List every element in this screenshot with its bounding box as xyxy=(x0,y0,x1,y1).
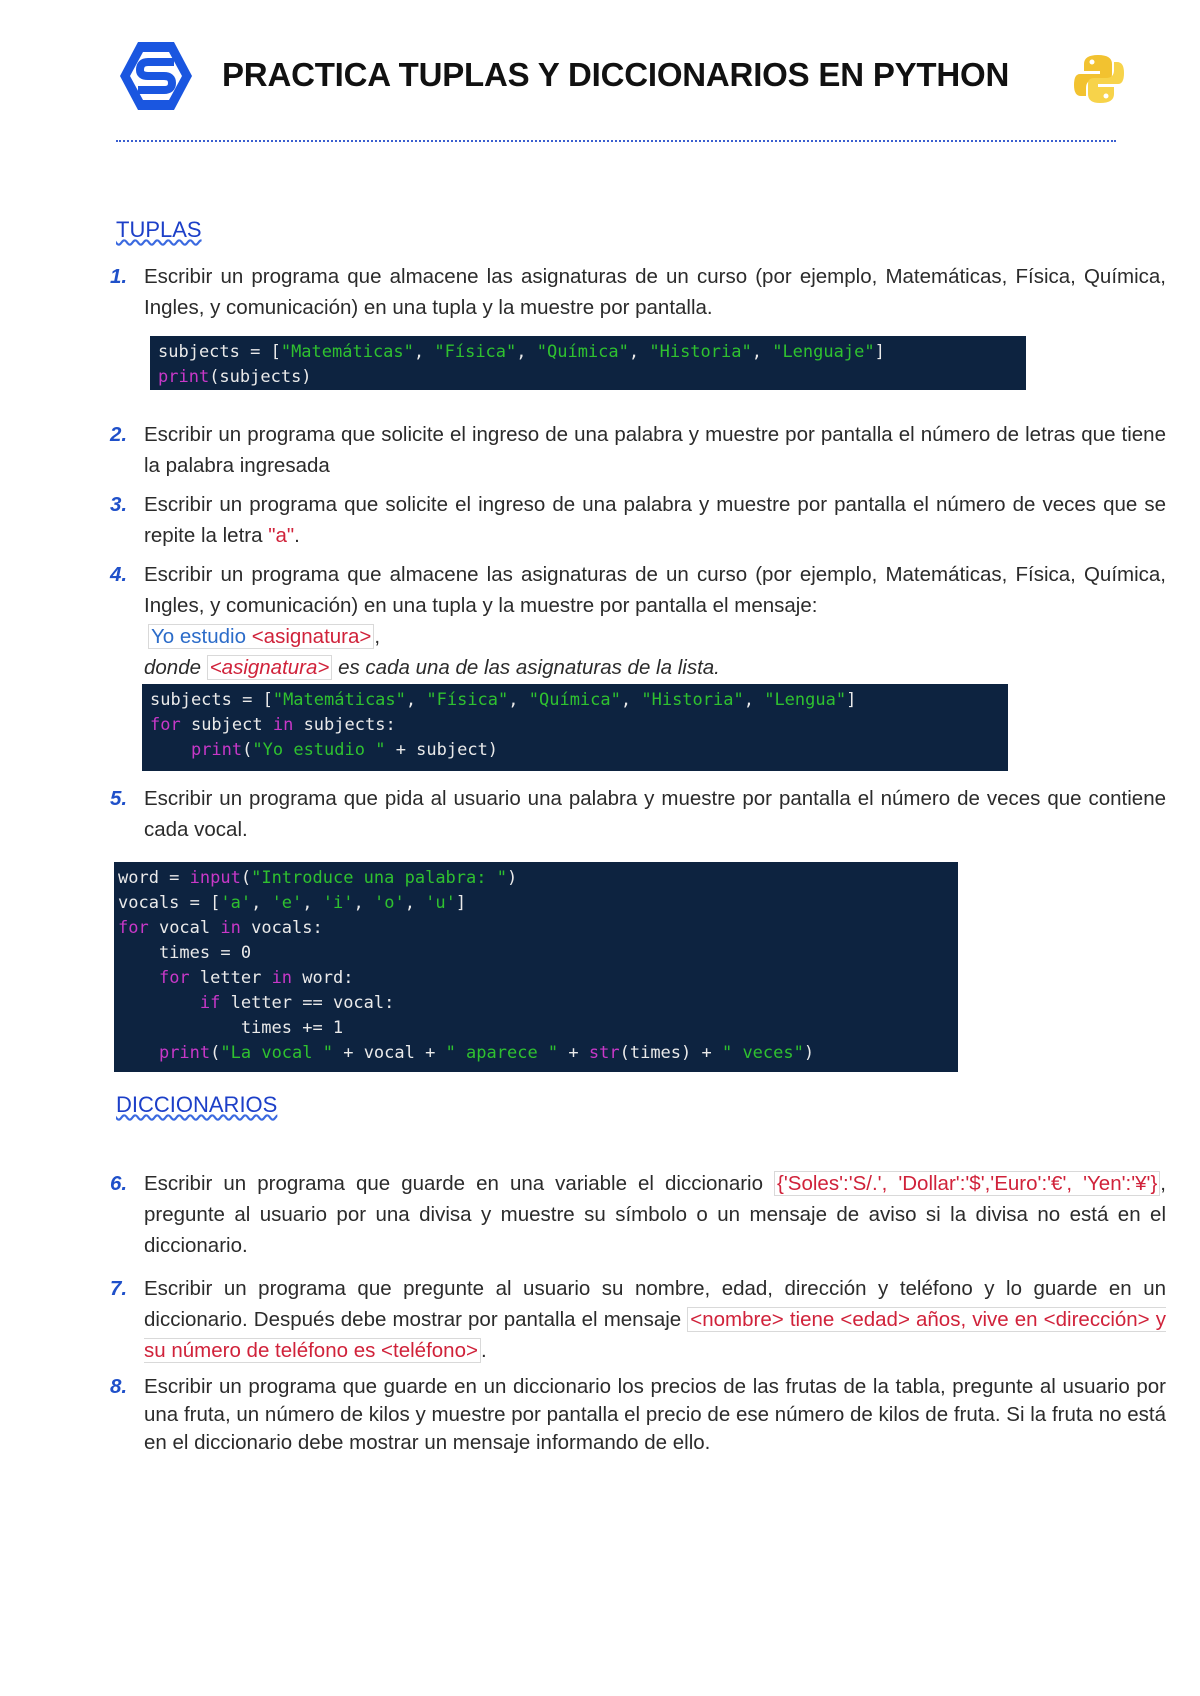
code-text: , xyxy=(743,690,765,710)
code-text: vocals: xyxy=(240,918,323,938)
exercise-text-start: Escribir un programa que guarde en una variable el diccionario xyxy=(144,1172,775,1195)
code-keyword: print xyxy=(158,1043,211,1063)
code-line xyxy=(150,688,1000,713)
exercise-text: Escribir un programa que solicite el ingreso de una palabra y muestre por pantalla el número de letras que tiene la palabra ingresada xyxy=(144,423,1166,477)
exercise-8 xyxy=(110,1373,1166,1457)
code-text: ) xyxy=(506,868,518,888)
code-text: + subject) xyxy=(385,740,499,760)
code-text: (times) + xyxy=(619,1043,722,1063)
exercise-text-end: , pregunte al usuario por una divisa y muestre su símbolo o un mensaje de aviso si la divisa no está en el diccionario. xyxy=(144,1172,1166,1257)
code-text: + vocal + xyxy=(332,1043,446,1063)
code-keyword: for xyxy=(150,715,181,735)
code-string: "Matemáticas" xyxy=(272,690,406,710)
code-string: "Química" xyxy=(528,690,621,710)
exercise-text: Escribir un programa que pida al usuario una palabra y muestre por pantalla el número de veces que contiene cada vocal. xyxy=(144,787,1166,841)
code-string: "Historia" xyxy=(641,690,744,710)
where-prefix: donde xyxy=(144,656,207,679)
code-keyword: if xyxy=(199,993,221,1013)
code-string: 'o' xyxy=(373,893,405,913)
python-logo-icon xyxy=(1072,52,1126,106)
exercise-number: 8. xyxy=(110,1375,128,1398)
code-line xyxy=(150,738,1000,763)
code-keyword: in xyxy=(272,715,294,735)
exercise-6 xyxy=(110,1168,1166,1261)
code-text: ] xyxy=(874,342,885,362)
exercise-text-main: Escribir un programa que solicite el ingreso de una palabra y muestre por pantalla el número de veces que se repite la letra xyxy=(144,493,1166,547)
code-text: subject xyxy=(180,715,273,735)
code-keyword: print xyxy=(190,740,243,760)
code-text: , xyxy=(516,342,537,362)
code-line xyxy=(118,941,950,966)
code-text xyxy=(118,993,200,1013)
where-suffix: es cada una de las asignaturas de la lista. xyxy=(332,656,720,679)
code-keyword: str xyxy=(588,1043,620,1063)
code-text: , xyxy=(405,690,427,710)
exercise-text xyxy=(144,1168,1166,1261)
code-string: "Química" xyxy=(536,342,629,362)
exercise-4 xyxy=(110,559,1166,683)
code-text: , xyxy=(413,342,435,362)
exercise-text xyxy=(144,489,1166,551)
code-text: ( xyxy=(242,740,253,760)
section-heading-tuplas: TUPLAS xyxy=(116,217,202,242)
exercise-2 xyxy=(110,419,1166,481)
code-string: "Introduce una palabra: " xyxy=(251,868,507,888)
code-keyword: in xyxy=(271,968,293,988)
code-keyword: input xyxy=(189,868,241,888)
exercise-text-start: Escribir un programa que pregunte al usuario su nombre, edad, dirección y teléfono y lo guarde en un diccionario. Después debe mostrar por pantalla el mensaje xyxy=(144,1277,1166,1331)
code-string: 'a' xyxy=(220,893,252,913)
code-text: ] xyxy=(846,690,857,710)
where-placeholder: <asignatura> xyxy=(207,655,333,680)
code-text: , xyxy=(353,893,374,913)
code-line xyxy=(118,916,950,941)
code-string: 'i' xyxy=(322,893,354,913)
message-prefix xyxy=(148,624,374,649)
code-string: " veces" xyxy=(721,1043,804,1063)
code-text xyxy=(150,740,191,760)
message-prefix-text: Yo estudio xyxy=(151,625,252,648)
code-text: word = xyxy=(118,868,190,888)
code-string: "Física" xyxy=(426,690,509,710)
exercise-text xyxy=(144,1273,1166,1366)
message-template: <nombre> tiene <edad> años, vive en <dirección> y su número de teléfono es <teléfono> xyxy=(144,1308,1166,1362)
page-header xyxy=(0,0,1200,150)
code-line xyxy=(118,1016,950,1041)
message-line xyxy=(148,621,1166,652)
code-text: word: xyxy=(292,968,354,988)
code-string: " aparece " xyxy=(445,1043,559,1063)
code-block-3 xyxy=(114,862,958,1072)
exercise-1 xyxy=(110,261,1166,323)
code-string: "Lengua" xyxy=(764,690,847,710)
exercise-text: Escribir un programa que almacene las asignaturas de un curso (por ejemplo, Matemáticas, Física, Química, Ingles, y comunicación) en una tupla y la muestre por pantalla el mensaje: xyxy=(144,563,1166,617)
code-line xyxy=(118,866,950,891)
code-text: ] xyxy=(455,893,467,913)
code-string: 'e' xyxy=(271,893,303,913)
exercise-number: 6. xyxy=(110,1172,128,1195)
code-string: "Matemáticas" xyxy=(280,342,414,362)
code-string: "Lenguaje" xyxy=(772,342,875,362)
exercise-text: Escribir un programa que almacene las asignaturas de un curso (por ejemplo, Matemáticas, Física, Química, Ingles, y comunicación) en una tupla y la muestre por pantalla. xyxy=(144,265,1166,319)
exercise-3 xyxy=(110,489,1166,551)
code-text: letter xyxy=(189,968,272,988)
section-heading-diccionarios: DICCIONARIOS xyxy=(116,1092,278,1117)
code-line xyxy=(150,713,1000,738)
code-string: "La vocal " xyxy=(220,1043,333,1063)
exercise-text-end: . xyxy=(480,1339,487,1362)
code-text: + xyxy=(558,1043,589,1063)
code-string: 'u' xyxy=(425,893,456,913)
message-placeholder: <asignatura> xyxy=(251,625,372,648)
code-line xyxy=(118,1041,950,1066)
code-line xyxy=(118,991,950,1016)
code-text: times = 0 xyxy=(118,943,252,963)
where-line xyxy=(144,652,1166,683)
code-keyword: for xyxy=(158,968,190,988)
code-text: , xyxy=(302,893,323,913)
code-line xyxy=(118,891,950,916)
exercise-number: 5. xyxy=(110,787,128,810)
exercise-number: 7. xyxy=(110,1277,128,1300)
code-text: subjects: xyxy=(293,715,396,735)
code-keyword: for xyxy=(118,918,149,938)
exercise-5 xyxy=(110,783,1166,845)
code-text: , xyxy=(751,342,773,362)
code-line xyxy=(158,365,1018,390)
code-block-2 xyxy=(142,684,1008,771)
currency-dict-literal: {'Soles':'S/.', 'Dollar':'$','Euro':'€', 'Yen':'¥'} xyxy=(774,1171,1160,1196)
code-string: "Física" xyxy=(434,342,517,362)
code-line xyxy=(118,966,950,991)
code-text: ( xyxy=(240,868,252,888)
code-text: ) xyxy=(803,1043,815,1063)
code-block-1 xyxy=(150,336,1026,390)
code-string: "Yo estudio " xyxy=(252,740,386,760)
code-text: ( xyxy=(210,1043,221,1063)
code-string: "Historia" xyxy=(649,342,752,362)
exercise-number: 1. xyxy=(110,265,128,288)
header-divider xyxy=(116,140,1116,142)
code-text xyxy=(118,968,159,988)
code-text xyxy=(118,1043,159,1063)
code-text: , xyxy=(628,342,650,362)
letter-highlight: "a" xyxy=(268,524,295,547)
exercise-number: 2. xyxy=(110,423,128,446)
code-text: times += 1 xyxy=(118,1018,344,1038)
hexagon-s-logo-icon xyxy=(118,40,194,112)
code-keyword: in xyxy=(220,918,241,938)
exercise-7 xyxy=(110,1273,1166,1366)
code-line xyxy=(158,340,1018,365)
page-title: PRACTICA TUPLAS Y DICCIONARIOS EN PYTHON xyxy=(222,56,1010,93)
code-text: vocals = [ xyxy=(118,893,221,913)
exercise-number: 4. xyxy=(110,563,128,586)
code-text: , xyxy=(404,893,426,913)
exercise-text-end: . xyxy=(294,524,300,547)
code-text: (subjects) xyxy=(209,367,312,387)
code-text: , xyxy=(251,893,272,913)
code-text: letter == vocal: xyxy=(220,993,395,1013)
code-text: , xyxy=(508,690,529,710)
code-text: vocal xyxy=(148,918,221,938)
exercise-text: Escribir un programa que guarde en un diccionario los precios de las frutas de la tabla, pregunte al usuario por una fruta, un número de kilos y muestre por pantalla el precio de ese número de kilos de fruta. Si la fruta no está en el diccionario debe mostrar un mensaje informando de ello. xyxy=(144,1375,1166,1454)
code-text: , xyxy=(620,690,642,710)
message-comma: , xyxy=(374,625,381,648)
code-text: subjects = [ xyxy=(158,342,281,362)
exercise-number: 3. xyxy=(110,493,128,516)
code-text: subjects = [ xyxy=(150,690,273,710)
code-keyword: print xyxy=(158,367,210,387)
